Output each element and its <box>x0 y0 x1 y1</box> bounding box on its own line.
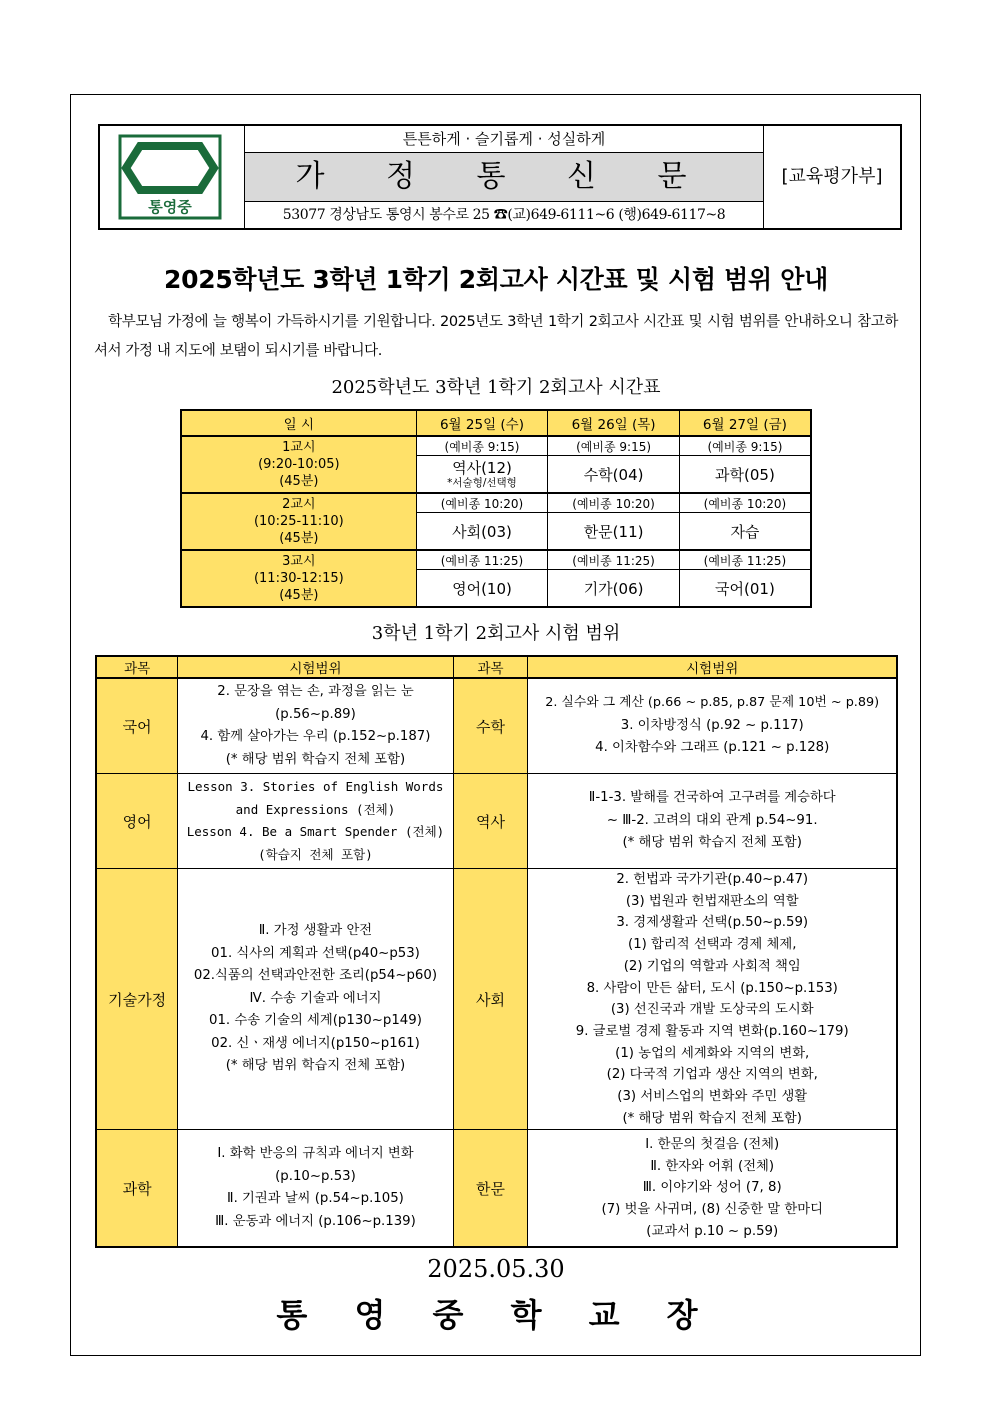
range-line: Ⅱ. 가정 생활과 안전 <box>258 923 373 939</box>
range-header-subject: 과목 <box>96 656 178 678</box>
period-duration: (45분) <box>279 531 319 546</box>
timetable-caption: 2025학년도 3학년 1학기 2회고사 시간표 <box>331 377 661 398</box>
subject-cell: 국어 <box>96 678 178 774</box>
prelim-bell: (예비종 10:20) <box>548 493 680 513</box>
range-line: 8. 사람이 만든 삶터, 도시 (p.150~p.153) <box>586 980 838 996</box>
subject-cell: 기술가정 <box>96 869 178 1130</box>
range-line: and Expressions (전체) <box>235 801 396 817</box>
subject-cell: 과학 <box>96 1130 178 1247</box>
range-line: (3) 법원과 헌법재판소의 역할 <box>625 893 799 909</box>
range-caption: 3학년 1학기 2회고사 시험 범위 <box>371 623 621 644</box>
range-line: Lesson 4. Be a Smart Spender (전체) <box>186 824 445 839</box>
range-line: (3) 선진국과 개발 도상국의 도시화 <box>610 1002 814 1018</box>
exam-subject <box>416 456 548 494</box>
range-cell <box>178 678 453 774</box>
page-title: 2025학년도 3학년 1학기 2회고사 시간표 및 시험 범위 안내 <box>164 265 828 294</box>
exam-timetable <box>180 409 812 608</box>
exam-subject: 자습 <box>679 513 811 551</box>
range-cell <box>528 678 897 774</box>
range-line: 01. 수송 기술의 세계(p130~p149) <box>209 1013 422 1029</box>
exam-subject: 사회(03) <box>416 513 548 551</box>
range-line: Ⅱ-1-3. 발해를 건국하여 고구려를 계승하다 <box>588 790 836 806</box>
range-line: (* 해당 범위 학습지 전체 포함) <box>225 1058 406 1074</box>
school-logo <box>100 126 245 228</box>
range-line: Ⅲ. 이야기와 성어 (7, 8) <box>642 1180 782 1196</box>
prelim-bell: (예비종 10:20) <box>679 493 811 513</box>
timetable-header-day1: 6월 25일 (수) <box>416 410 548 436</box>
subject-cell: 수학 <box>453 678 528 774</box>
newsletter-title: 가 정 통 신 문 <box>245 153 763 202</box>
svg-text:통영중: 통영중 <box>148 198 192 216</box>
range-line: 2. 헌법과 국가기관(p.40~p.47) <box>616 872 809 887</box>
school-emblem-icon <box>100 126 241 226</box>
range-line: (* 해당 범위 학습지 전체 포함) <box>622 1110 802 1126</box>
period-duration: (45분) <box>279 588 319 603</box>
range-cell <box>528 774 897 869</box>
prelim-bell: (예비종 11:25) <box>416 550 548 570</box>
range-cell <box>178 869 453 1130</box>
range-line: 2. 문장을 엮는 손, 과정을 읽는 눈 <box>217 684 414 699</box>
subject-cell: 역사 <box>453 774 528 869</box>
period-time: (11:30-12:15) <box>253 571 344 586</box>
range-line: (1) 합리적 선택과 경제 체제, <box>628 937 797 953</box>
period-1-cell <box>181 436 416 493</box>
prelim-bell: (예비종 9:15) <box>416 436 548 456</box>
intro-text: 학부모님 가정에 늘 행복이 가득하시기를 기원합니다. 2025년도 3학년 1학기 2회고사 시간표 및 시험 범위를 안내하오니 참고하셔서 가정 내 지도에 보탬이 되시기를 바랍니다. <box>94 314 898 359</box>
exam-subject: 기가(06) <box>548 570 680 608</box>
range-line: 2. 실수와 그 계산 (p.66 ~ p.85, p.87 문제 10번 ~ p.89) <box>545 695 880 711</box>
range-cell <box>528 869 897 1130</box>
range-line: Ⅲ. 운동과 에너지 (p.106~p.139) <box>215 1213 416 1229</box>
prelim-bell: (예비종 11:25) <box>679 550 811 570</box>
range-line: 02.식품의 선택과안전한 조리(p54~p60) <box>193 968 438 984</box>
range-line: (교과서 p.10 ~ p.59) <box>646 1223 779 1239</box>
range-line: Ⅰ. 화학 반응의 규칙과 에너지 변화 <box>217 1146 414 1162</box>
school-motto: 튼튼하게 · 슬기롭게 · 성실하게 <box>245 126 763 153</box>
letter-header <box>98 124 902 230</box>
range-line: Ⅰ. 한문의 첫걸음 (전체) <box>645 1136 780 1152</box>
exam-subject: 수학(04) <box>548 456 680 494</box>
range-line: 4. 이차함수와 그래프 (p.121 ~ p.128) <box>595 740 830 756</box>
range-cell <box>178 1130 453 1247</box>
range-line: (2) 다국적 기업과 생산 지역의 변화, <box>606 1067 818 1083</box>
range-line: 3. 경제생활과 선택(p.50~p.59) <box>616 915 809 931</box>
range-line: (3) 서비스업의 변화와 주민 생활 <box>617 1089 808 1105</box>
range-line: (2) 기업의 역할과 사회적 책임 <box>623 958 801 974</box>
subject-cell: 영어 <box>96 774 178 869</box>
range-line: (p.10~p.53) <box>275 1168 356 1184</box>
period-label: 3교시 <box>282 554 316 569</box>
range-line: ~ Ⅲ-2. 고려의 대외 관계 p.54~91. <box>606 812 818 828</box>
range-header-scope: 시험범위 <box>528 656 897 678</box>
subject-note: *서술형/선택형 <box>447 476 517 489</box>
period-time: (9:20-10:05) <box>258 457 340 472</box>
range-line: (* 해당 범위 학습지 전체 포함) <box>225 751 406 767</box>
range-line: (7) 벗을 사귀며, (8) 신중한 말 한마디 <box>601 1202 823 1218</box>
timetable-header-time: 일 시 <box>181 410 416 436</box>
school-address: 53077 경상남도 통영시 봉수로 25 ☎(교)649-6111~6 (행)649-6117~8 <box>282 207 726 223</box>
prelim-bell: (예비종 10:20) <box>416 493 548 513</box>
issue-date: 2025.05.30 <box>427 1255 565 1283</box>
prelim-bell: (예비종 11:25) <box>548 550 680 570</box>
range-line: Ⅳ. 수송 기술과 에너지 <box>249 990 382 1006</box>
range-line: (p.56~p.89) <box>275 706 356 722</box>
exam-subject: 영어(10) <box>416 570 548 608</box>
range-line: (* 해당 범위 학습지 전체 포함) <box>622 835 802 851</box>
exam-subject: 과학(05) <box>679 456 811 494</box>
range-line: Lesson 3. Stories of English Words <box>187 779 444 794</box>
range-line: 3. 이차방정식 (p.92 ~ p.117) <box>620 717 804 733</box>
period-time: (10:25-11:10) <box>253 514 344 529</box>
range-line: 02. 신ㆍ재생 에너지(p150~p161) <box>211 1035 420 1051</box>
prelim-bell: (예비종 9:15) <box>548 436 680 456</box>
exam-subject: 국어(01) <box>679 570 811 608</box>
range-line: 9. 글로벌 경제 활동과 지역 변화(p.160~179) <box>575 1023 849 1039</box>
period-3-cell <box>181 550 416 607</box>
range-line: (학습지 전체 포함) <box>258 846 373 862</box>
department-label: [교육평가부] <box>763 126 900 228</box>
period-duration: (45분) <box>279 474 319 489</box>
range-line: 4. 함께 살아가는 우리 (p.152~p.187) <box>200 729 431 744</box>
timetable-header-day3: 6월 27일 (금) <box>679 410 811 436</box>
range-header-subject: 과목 <box>453 656 528 678</box>
range-line: Ⅱ. 한자와 어휘 (전체) <box>650 1158 775 1174</box>
prelim-bell: (예비종 9:15) <box>679 436 811 456</box>
period-label: 2교시 <box>282 497 316 512</box>
exam-range-table <box>95 655 898 1248</box>
subject-cell: 사회 <box>453 869 528 1130</box>
timetable-header-day2: 6월 26일 (목) <box>548 410 680 436</box>
subject-cell: 한문 <box>453 1130 528 1247</box>
range-cell <box>178 774 453 869</box>
range-header-scope: 시험범위 <box>178 656 453 678</box>
principal-signature: 통 영 중 학 교 장 <box>276 1296 716 1334</box>
intro-paragraph <box>94 308 898 366</box>
range-line: (1) 농업의 세계화와 지역의 변화, <box>615 1045 810 1061</box>
subject-name: 역사(12) <box>452 458 512 477</box>
exam-subject: 한문(11) <box>548 513 680 551</box>
period-2-cell <box>181 493 416 550</box>
range-line: Ⅱ. 기권과 날씨 (p.54~p.105) <box>227 1191 404 1207</box>
range-cell <box>528 1130 897 1247</box>
range-line: 01. 식사의 계획과 선택(p40~p53) <box>211 945 420 961</box>
period-label: 1교시 <box>282 440 316 455</box>
